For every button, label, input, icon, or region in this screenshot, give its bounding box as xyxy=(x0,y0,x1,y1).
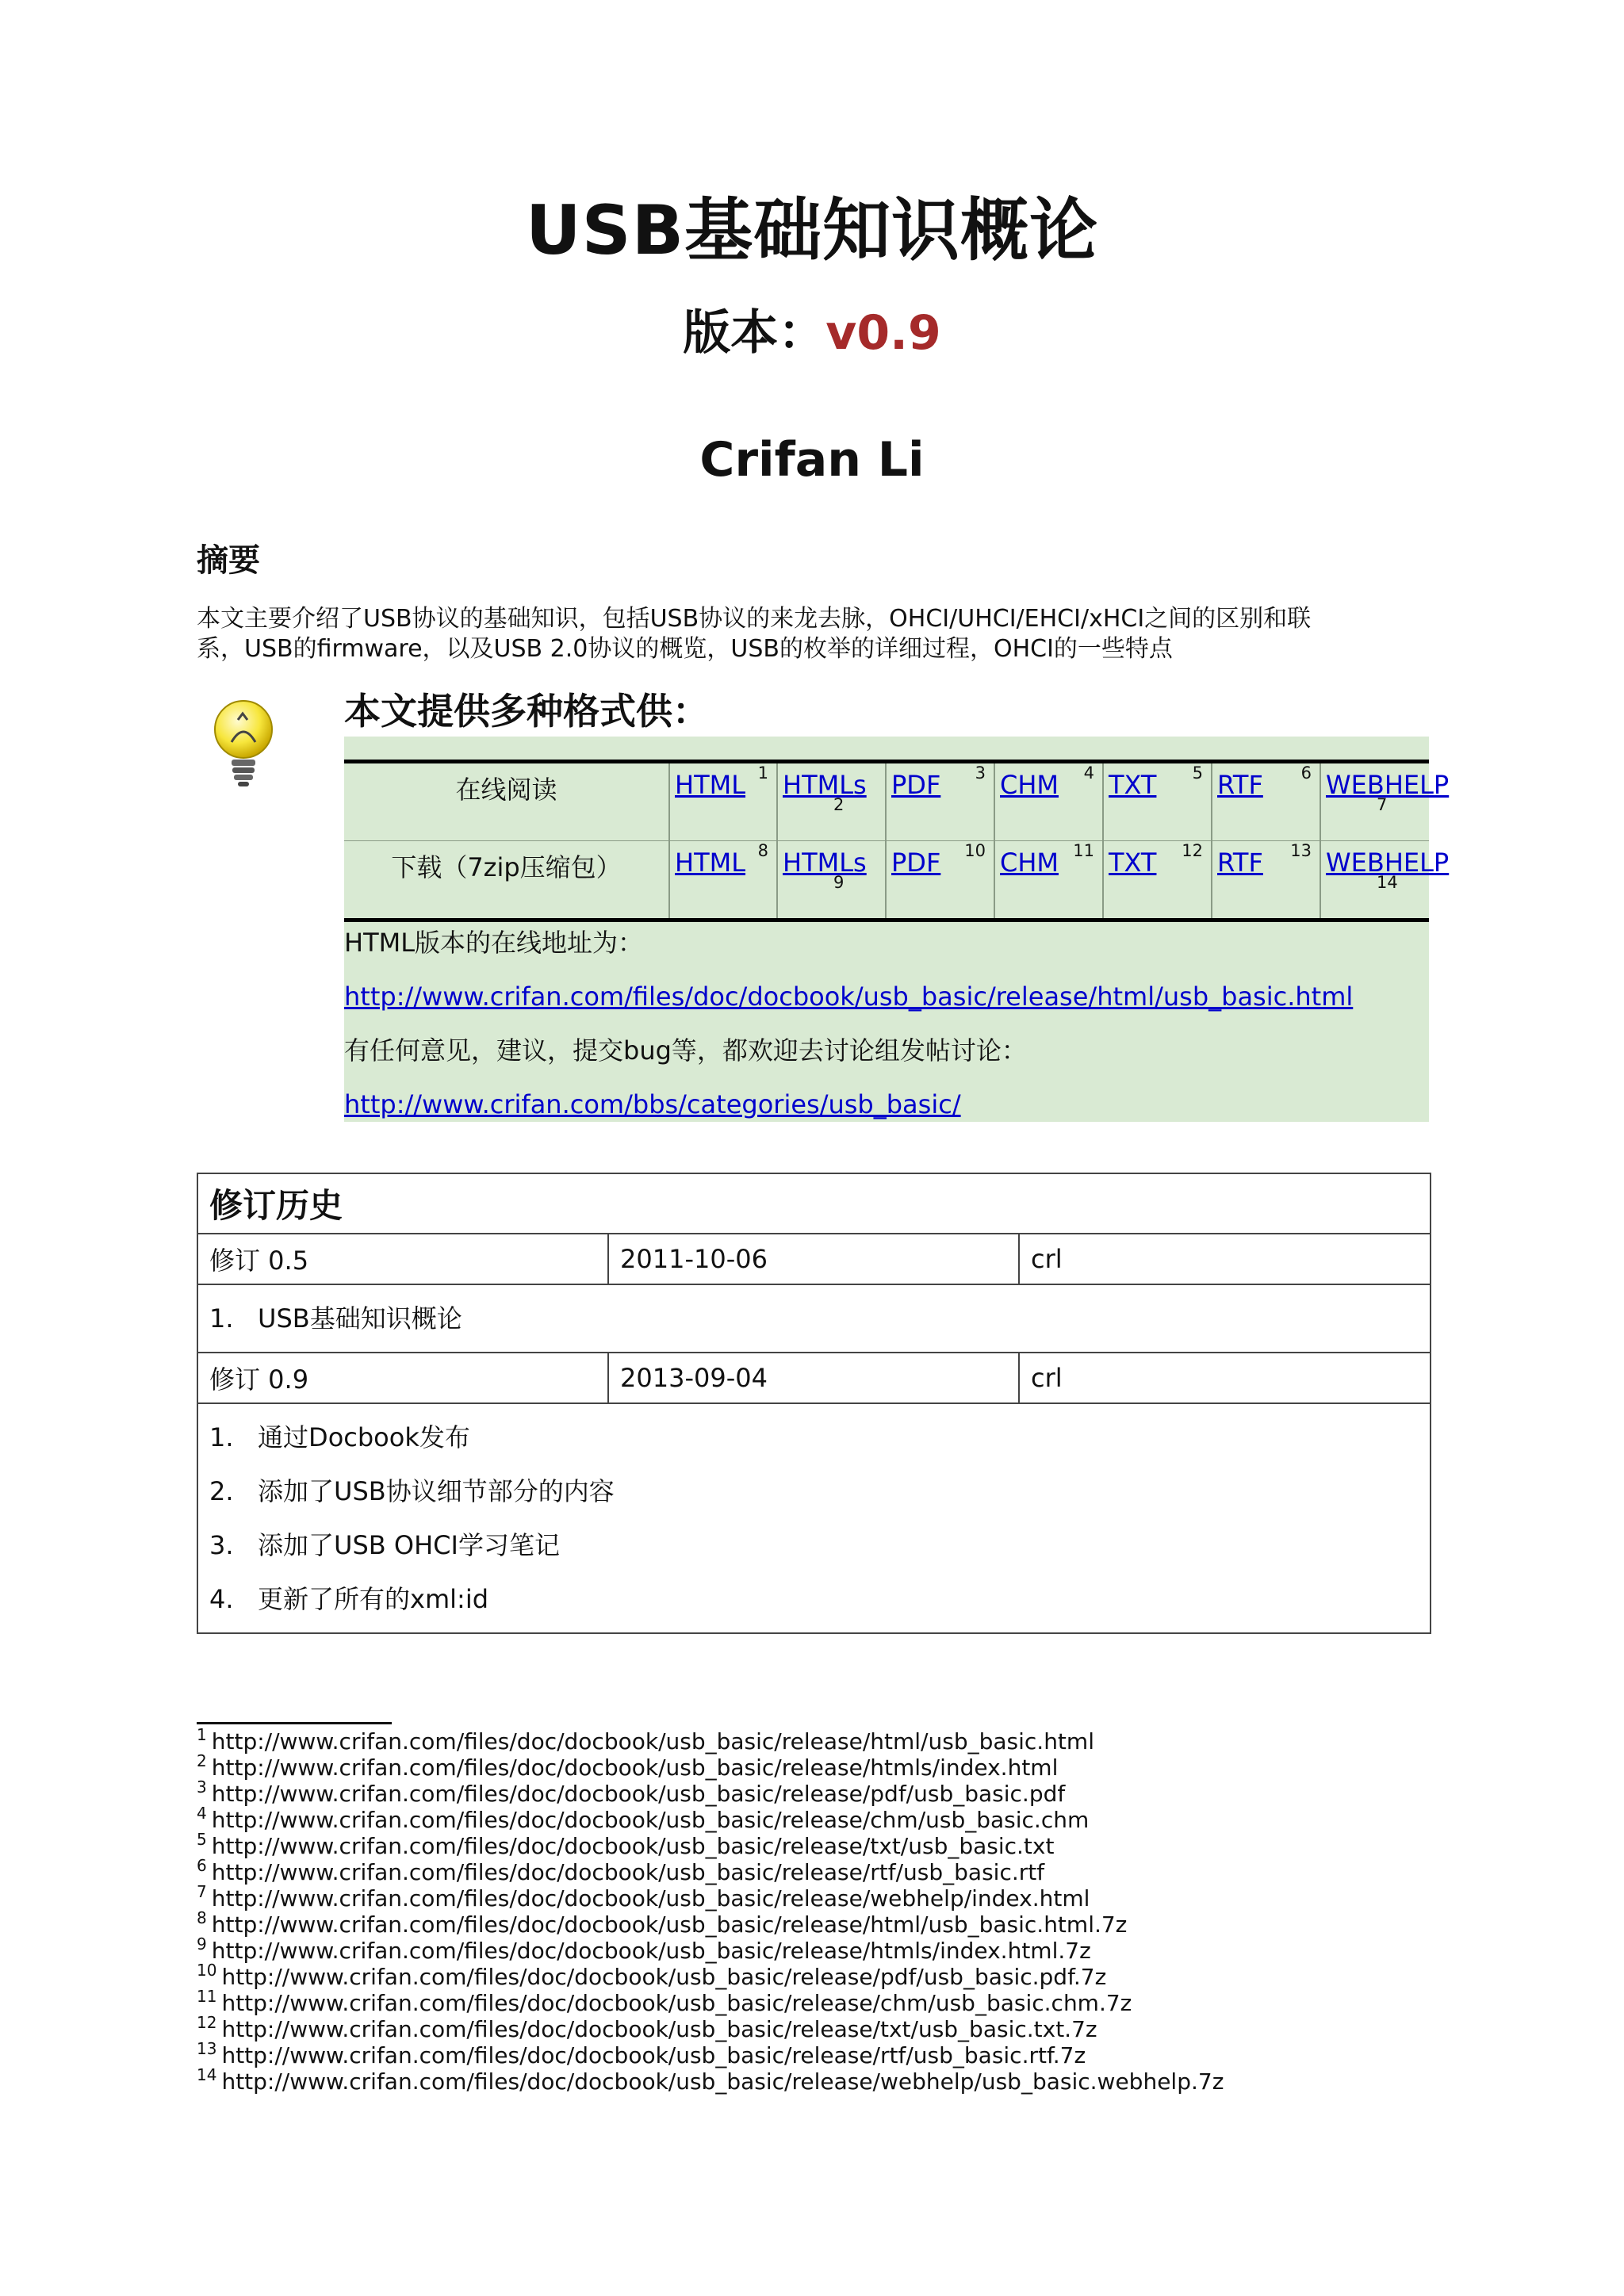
footnote-number: 5 xyxy=(197,1830,207,1849)
footnote-ref: 14 xyxy=(1377,873,1398,892)
revision-note-item: 3. 添加了USB OHCI学习笔记 xyxy=(209,1530,560,1560)
footnote-url: http://www.crifan.com/files/doc/docbook/usb_basic/release/htmls/index.html.7z xyxy=(211,1938,1091,1964)
revision-note-item: 1. 通过Docbook发布 xyxy=(209,1422,470,1452)
revision-number: 修订 0.5 xyxy=(197,1234,608,1284)
footnote-url: http://www.crifan.com/files/doc/docbook/usb_basic/release/rtf/usb_basic.rtf xyxy=(211,1859,1045,1885)
footnote-ref: 12 xyxy=(1182,841,1203,860)
format-cell xyxy=(1103,762,1212,841)
abstract-heading: 摘要 xyxy=(197,542,260,579)
footnote-item xyxy=(197,1830,1055,1859)
format-cell xyxy=(1212,841,1320,920)
revision-history-heading: 修订历史 xyxy=(197,1173,1431,1234)
format-link-webhelp[interactable]: WEBHELP xyxy=(1326,770,1450,800)
footnote-item xyxy=(197,2065,1224,2095)
revision-author: crl xyxy=(1019,1234,1431,1284)
abstract-line: 本文主要介绍了USB协议的基础知识，包括USB协议的来龙去脉，OHCI/UHCI/EHCI/xHCI之间的区别和联 xyxy=(197,605,1312,633)
footnote-item xyxy=(197,1856,1045,1885)
feedback-label: 有任何意见，建议，提交bug等，都欢迎去讨论组发帖讨论： xyxy=(344,1035,1027,1066)
format-link-pdf[interactable]: PDF xyxy=(891,770,941,800)
footnote-item xyxy=(197,1908,1128,1938)
footnote-number: 14 xyxy=(197,2065,217,2084)
footnote-number: 11 xyxy=(197,1987,217,2006)
footnote-number: 9 xyxy=(197,1934,207,1954)
footnote-ref: 2 xyxy=(833,795,845,814)
format-cell xyxy=(1320,762,1450,841)
footnote-number: 10 xyxy=(197,1961,217,1980)
format-cell xyxy=(777,762,886,841)
footnote-ref: 13 xyxy=(1290,841,1312,860)
revision-note-item: 2. 添加了USB协议细节部分的内容 xyxy=(209,1476,615,1506)
version-value: v0.9 xyxy=(825,305,941,361)
footnote-url: http://www.crifan.com/files/doc/docbook/usb_basic/release/pdf/usb_basic.pdf.7z xyxy=(221,1964,1107,1990)
revision-author: crl xyxy=(1019,1353,1431,1403)
footnote-url: http://www.crifan.com/files/doc/docbook/usb_basic/release/htmls/index.html xyxy=(211,1755,1059,1781)
format-cell xyxy=(994,841,1103,920)
footnote-url: http://www.crifan.com/files/doc/docbook/usb_basic/release/chm/usb_basic.chm.7z xyxy=(221,1990,1132,2016)
footnote-number: 3 xyxy=(197,1777,207,1797)
formats-row-online xyxy=(344,762,1429,841)
format-row-label: 在线阅读 xyxy=(344,762,669,841)
format-link-webhelp[interactable]: WEBHELP xyxy=(1326,848,1450,878)
format-link-htmls[interactable]: HTMLs xyxy=(783,848,867,878)
format-link-txt[interactable]: TXT xyxy=(1109,848,1157,878)
footnote-ref: 3 xyxy=(975,763,986,783)
footnote-item xyxy=(197,1987,1132,2016)
abstract-text xyxy=(197,604,1434,664)
lightbulb-tip-icon xyxy=(208,696,279,791)
format-link-html[interactable]: HTML xyxy=(675,770,746,800)
revision-date: 2013-09-04 xyxy=(608,1353,1019,1403)
format-cell xyxy=(886,841,994,920)
footnote-url: http://www.crifan.com/files/doc/docbook/usb_basic/release/html/usb_basic.html.7z xyxy=(211,1911,1128,1938)
footnote-item xyxy=(197,1804,1090,1833)
footnote-ref: 7 xyxy=(1377,795,1388,814)
revision-history-table xyxy=(197,1173,1431,1634)
footnote-url: http://www.crifan.com/files/doc/docbook/usb_basic/release/txt/usb_basic.txt.7z xyxy=(221,2016,1097,2042)
footnote-number: 2 xyxy=(197,1751,207,1770)
footnote-ref: 11 xyxy=(1073,841,1094,860)
revision-row xyxy=(197,1234,1431,1284)
footnote-url: http://www.crifan.com/files/doc/docbook/usb_basic/release/pdf/usb_basic.pdf xyxy=(211,1781,1066,1807)
format-cell xyxy=(886,762,994,841)
footnote-item xyxy=(197,1751,1059,1781)
footnote-url: http://www.crifan.com/files/doc/docbook/usb_basic/release/chm/usb_basic.chm xyxy=(211,1807,1090,1833)
revision-note-item: 1. USB基础知识概论 xyxy=(209,1303,462,1334)
formats-heading: 本文提供多种格式供： xyxy=(344,690,709,733)
footnote-ref: 1 xyxy=(757,763,768,783)
formats-table xyxy=(344,760,1450,922)
footnote-ref: 8 xyxy=(757,841,768,860)
footnote-ref: 6 xyxy=(1300,763,1312,783)
version-label: 版本： xyxy=(683,305,826,361)
footnote-number: 4 xyxy=(197,1804,207,1823)
revision-number: 修订 0.9 xyxy=(197,1353,608,1403)
revision-note-item: 4. 更新了所有的xml:id xyxy=(209,1584,489,1614)
footnote-divider xyxy=(197,1722,392,1724)
document-title: USB基础知识概论 xyxy=(525,191,1099,270)
online-address-link[interactable]: http://www.crifan.com/files/doc/docbook/usb_basic/release/html/usb_basic.html xyxy=(344,982,1354,1012)
format-cell xyxy=(1103,841,1212,920)
format-cell xyxy=(669,841,777,920)
footnote-number: 12 xyxy=(197,2013,217,2032)
footnote-item xyxy=(197,2013,1097,2042)
format-cell xyxy=(1320,841,1450,920)
footnote-url: http://www.crifan.com/files/doc/docbook/usb_basic/release/rtf/usb_basic.rtf.7z xyxy=(221,2042,1086,2068)
format-link-txt[interactable]: TXT xyxy=(1109,770,1157,800)
footnote-ref: 5 xyxy=(1192,763,1203,783)
footnote-ref: 10 xyxy=(964,841,986,860)
footnote-url: http://www.crifan.com/files/doc/docbook/usb_basic/release/webhelp/usb_basic.webhelp.7z xyxy=(221,2068,1224,2095)
version-line xyxy=(0,301,1624,365)
revision-notes xyxy=(197,1284,1431,1353)
revision-row xyxy=(197,1353,1431,1403)
formats-row-download xyxy=(344,841,1429,920)
format-link-chm[interactable]: CHM xyxy=(1000,770,1059,800)
footnote-url: http://www.crifan.com/files/doc/docbook/usb_basic/release/txt/usb_basic.txt xyxy=(211,1833,1055,1859)
footnote-number: 1 xyxy=(197,1725,207,1744)
format-link-html[interactable]: HTML xyxy=(675,848,746,878)
author-name: Crifan Li xyxy=(699,432,925,488)
feedback-link[interactable]: http://www.crifan.com/bbs/categories/usb_basic/ xyxy=(344,1089,961,1119)
revision-date: 2011-10-06 xyxy=(608,1234,1019,1284)
format-link-pdf[interactable]: PDF xyxy=(891,848,941,878)
format-link-chm[interactable]: CHM xyxy=(1000,848,1059,878)
footnote-number: 13 xyxy=(197,2039,217,2058)
footnote-url: http://www.crifan.com/files/doc/docbook/usb_basic/release/html/usb_basic.html xyxy=(211,1728,1094,1755)
footnote-ref: 4 xyxy=(1083,763,1094,783)
revision-notes xyxy=(197,1403,1431,1633)
footnote-item xyxy=(197,1934,1091,1964)
format-cell xyxy=(994,762,1103,841)
format-link-rtf[interactable]: RTF xyxy=(1217,848,1263,878)
footnote-item xyxy=(197,1882,1090,1911)
footnote-number: 8 xyxy=(197,1908,207,1927)
footnote-item xyxy=(197,1777,1066,1807)
format-link-rtf[interactable]: RTF xyxy=(1217,770,1263,800)
footnote-item xyxy=(197,1961,1107,1990)
format-cell xyxy=(777,841,886,920)
format-row-label: 下载（7zip压缩包） xyxy=(344,841,669,920)
footnote-item xyxy=(197,1725,1094,1755)
format-link-htmls[interactable]: HTMLs xyxy=(783,770,867,800)
footnote-url: http://www.crifan.com/files/doc/docbook/usb_basic/release/webhelp/index.html xyxy=(211,1885,1090,1911)
footnote-item xyxy=(197,2039,1086,2068)
format-cell xyxy=(669,762,777,841)
abstract-line: 系，USB的firmware，以及USB 2.0协议的概览，USB的枚举的详细过程，OHCI的一些特点 xyxy=(197,635,1173,663)
format-cell xyxy=(1212,762,1320,841)
footnote-number: 6 xyxy=(197,1856,207,1875)
footnote-ref: 9 xyxy=(833,873,845,892)
footnote-number: 7 xyxy=(197,1882,207,1901)
online-address-label: HTML版本的在线地址为： xyxy=(344,928,644,958)
